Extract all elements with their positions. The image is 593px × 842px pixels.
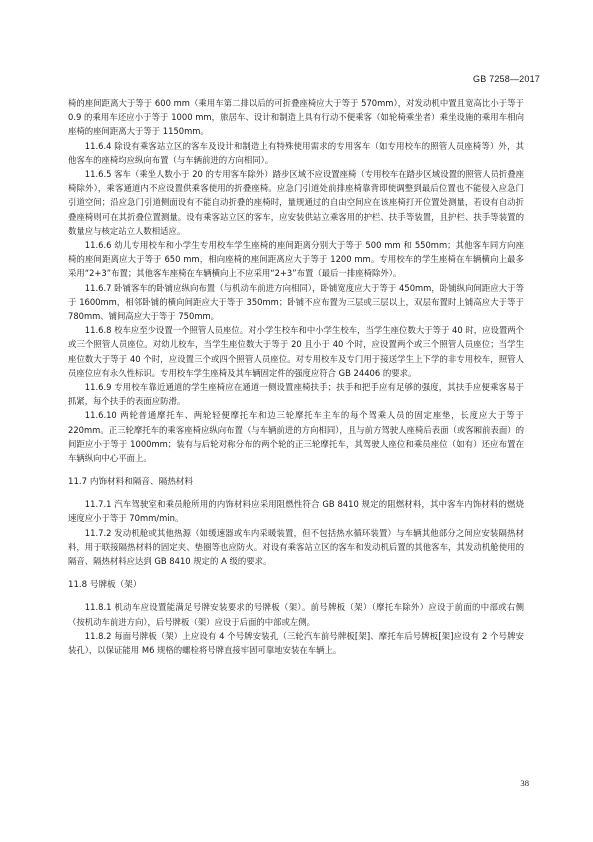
clause-11-7-1: 11.7.1 汽车驾驶室和乘员舱所用的内饰材料应采用阻燃性符合 GB 8410 规定的阻燃材料，其中客车内饰材料的燃烧速度应小于等于 70mm/min。 xyxy=(68,499,524,524)
clause-11-6-6: 11.6.6 幼儿专用校车和小学生专用校车学生座椅的座间距离分别大于等于 500 mm 和 550mm；其他客车同方向座椅的座间距离应大于等于 650 mm，相向座椅的座间距离应大于等于 1200 mm。专用校车的学生座椅在车辆横向上最多采用“2+3”布置；其他客车座椅在车辆横向上不应采用“2+3”布置（最后一排座椅除外）。 xyxy=(68,240,524,279)
clause-11-6-4: 11.6.4 除设有乘客站立区的客车及设计和制造上有特殊使用需求的专用客车（如专用校车的照管人员座椅等）外，其他客车的座椅均应纵向布置（与车辆前进的方向相同）。 xyxy=(68,140,524,165)
clause-11-7-2: 11.7.2 发动机舱或其他热源（如缓速器或车内采暖装置，但不包括热水循环装置）与车辆其他部分之间应安装隔热材料，用于联接隔热材料的固定夹、垫圈等也应防火。对设有乘客站立区的客车和发动机后置的其他客车，其发动机舱使用的隔音、隔热材料应达到 GB 8410 规定的 A 级的要求。 xyxy=(68,527,524,567)
page-number: 38 xyxy=(520,778,529,788)
document-body xyxy=(68,96,524,657)
clause-11-6-8: 11.6.8 校车应至少设置一个照管人员座位。对小学生校车和中小学生校车，当学生座位数大于等于 40 时，应设置两个或三个照管人员座位。对幼儿校车，当学生座位数大于等于 20 且小于 40 个时，应设置两个或三个照管人员座位；当学生座位数大于等于 40 个时，应设置三个或四个照管人员座位。对专用校车及专门用于接送学生上下学的非专用校车，照管人员座位应有永久性标识。专用校车学生座椅及其车辆固定件的强度应符合 GB 24406 的要求。 xyxy=(68,325,524,378)
clause-11-6-5: 11.6.5 客车（乘坐人数小于 20 的专用客车除外）踏步区域不应设置座椅（专用校车在踏步区域设置的照管人员折叠座椅除外），乘客通道内不应设置供乘客使用的折叠座椅。应急门引道处前排座椅靠背即使调整到最后位置也不能侵入应急门引道空间；沿应急门引道侧面设有不能自动折叠的座椅时，量规通过的自由空间应在该座椅打开位置处测量，若设有自动折叠座椅则可在其折叠位置测量。设有乘客站立区的客车，应安装供站立乘客用的护栏、扶手等装置，且护栏、扶手等装置的数量应与核定站立人数相适应。 xyxy=(68,169,524,236)
paragraph-continuation: 椅的座间距离大于等于 600 mm（乘用车第二排以后的可折叠座椅应大于等于 570mm），对发动机中置且宽高比小于等于 0.9 的乘用车还应小于等于 1000 mm，旅居车、设计和制造上具有行动不便乘客（如轮椅乘坐者）乘坐设施的乘用车相向座椅的座间距离大于等于 1150mm。 xyxy=(68,98,524,137)
clause-11-6-7: 11.6.7 卧铺客车的卧铺应纵向布置（与机动车前进方向相同），卧铺宽度应大于等于 450mm，卧铺纵向间距应大于等于 1600mm，相邻卧铺的横向间距应大于等于 350mm；卧铺不应布置为三层或三层以上，双层布置时上铺高应大于等于 780mm、铺间高应大于等于 750mm。 xyxy=(68,282,524,322)
clause-11-6-10: 11.6.10 两轮普通摩托车、两轮轻便摩托车和边三轮摩托车主车的每个驾乘人员的固定座垫，长度应大于等于 220mm。正三轮摩托车的乘客座椅应纵向布置（与车辆前进的方向相同），且与前方驾驶人座椅后表面（或客厢前表面）的间距应小于等于 1000mm；装有与后轮对称分布的两个轮的正三轮摩托车，其驾驶人座位和乘员座位（如有）还应布置在车辆纵向中心平面上。 xyxy=(68,410,524,464)
clause-11-6-9: 11.6.9 专用校车靠近通道的学生座椅应在通道一侧设置座椅扶手；扶手和把手应有足够的强度，其扶手应便乘客易于抓紧，每个扶手的表面应防滑。 xyxy=(68,382,524,407)
standard-number: GB 7258—2017 xyxy=(473,74,540,84)
clause-11-8-1: 11.8.1 机动车应设置能满足号牌安装要求的号牌板（架）。前号牌板（架）（摩托车除外）应设于前面的中部或右侧（按机动车前进方向），后号牌板（架）应设于后面的中部或左侧。 xyxy=(68,602,524,627)
clause-11-8-2: 11.8.2 每面号牌板（架）上应设有 4 个号牌安装孔（三轮汽车前号牌板[架]、摩托车后号牌板[架]应设有 2 个号牌安装孔），以保证能用 M6 规格的螺栓将号牌直接牢固可靠地安装在车辆上。 xyxy=(68,630,524,655)
section-heading-11-7: 11.7 内饰材料和隔音、隔热材料 xyxy=(68,477,193,488)
section-heading-11-8: 11.8 号牌板（架） xyxy=(68,580,142,591)
